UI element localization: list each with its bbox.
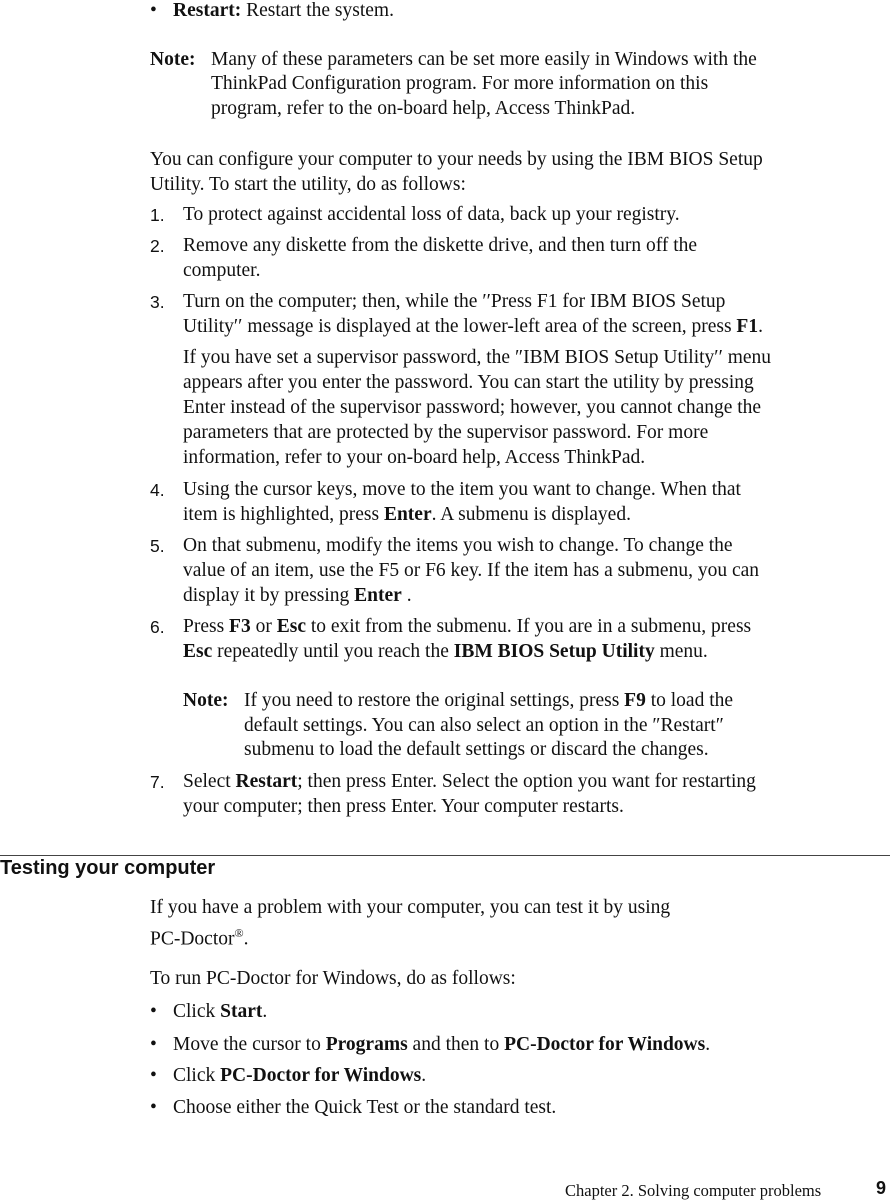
step-text: item is highlighted, press Enter. A submenu is displayed.: [183, 504, 631, 525]
step-number: 5.: [150, 536, 165, 556]
bullet-marker: •: [150, 1065, 157, 1086]
list-item: Choose either the Quick Test or the standard test.: [173, 1097, 557, 1118]
bullet-marker: •: [150, 1034, 157, 1055]
footer-chapter: Chapter 2. Solving computer problems: [565, 1181, 822, 1200]
registered-mark: ®: [234, 926, 244, 940]
step-text: Select Restart; then press Enter. Select the option you want for restarting: [183, 771, 756, 792]
note-label: Note:: [150, 49, 196, 70]
step-para-line: appears after you enter the password. You can start the utility by pressing: [183, 372, 754, 393]
restart-bullet: [173, 0, 394, 23]
note-line: ThinkPad Configuration program. For more information on this: [211, 73, 709, 94]
note-line: default settings. You can also select an option in the ″Restart″: [244, 715, 724, 736]
page-number: 9: [876, 1178, 887, 1198]
step-number: 3.: [150, 292, 165, 312]
step-text: your computer; then press Enter. Your computer restarts.: [183, 796, 624, 817]
step-text: Press F3 or Esc to exit from the submenu. If you are in a submenu, press: [183, 616, 752, 637]
step-para-line: If you have set a supervisor password, the ″IBM BIOS Setup Utility′′ menu: [183, 347, 772, 368]
step-number: 4.: [150, 480, 165, 500]
intro-line: You can configure your computer to your needs by using the IBM BIOS Setup: [150, 149, 763, 170]
section-heading: Testing your computer: [0, 857, 216, 879]
step-text: computer.: [183, 260, 261, 281]
step-number: 7.: [150, 772, 165, 792]
step-text: To protect against accidental loss of data, back up your registry.: [183, 204, 680, 225]
section-para-line: PC-Doctor®.: [150, 926, 249, 950]
bullet-marker: •: [150, 1097, 157, 1118]
intro-line: Utility. To start the utility, do as follows:: [150, 174, 466, 195]
step-text: Remove any diskette from the diskette drive, and then turn off the: [183, 235, 698, 256]
step-text: On that submenu, modify the items you wish to change. To change the: [183, 535, 733, 556]
step-para-line: information, refer to your on-board help, Access ThinkPad.: [183, 447, 646, 468]
note-line: Many of these parameters can be set more easily in Windows with the: [211, 49, 757, 70]
step-text: display it by pressing Enter .: [183, 585, 412, 606]
step-text: Utility′′ message is displayed at the lower-left area of the screen, press F1.: [183, 316, 763, 337]
step-text: Turn on the computer; then, while the ′′Press F1 for IBM BIOS Setup: [183, 291, 726, 312]
section-para-line: To run PC-Doctor for Windows, do as follows:: [150, 968, 516, 989]
step-number: 2.: [150, 236, 165, 256]
note-line: submenu to load the default settings or discard the changes.: [244, 739, 709, 760]
step-number: 6.: [150, 617, 165, 637]
step-text: Using the cursor keys, move to the item you want to change. When that: [183, 479, 741, 500]
list-item: Click Start.: [173, 1001, 268, 1022]
step-text: Esc repeatedly until you reach the IBM BIOS Setup Utility menu.: [183, 641, 708, 662]
step-para-line: parameters that are protected by the supervisor password. For more: [183, 422, 709, 443]
note-label: Note:: [183, 690, 229, 711]
note-line: If you need to restore the original settings, press F9 to load the: [244, 690, 734, 711]
step-text: value of an item, use the F5 or F6 key. If the item has a submenu, you can: [183, 560, 760, 581]
section-divider: [0, 855, 890, 856]
list-item: Click PC-Doctor for Windows.: [173, 1065, 427, 1086]
bullet-marker: •: [150, 1001, 157, 1022]
step-para-line: Enter instead of the supervisor password; however, you cannot change the: [183, 397, 762, 418]
bullet-marker: •: [150, 0, 157, 21]
section-para-line: If you have a problem with your computer, you can test it by using: [150, 897, 671, 918]
restart-text: Restart the system.: [241, 0, 394, 21]
note-line: program, refer to the on-board help, Access ThinkPad.: [211, 98, 636, 119]
step-number: 1.: [150, 205, 165, 225]
list-item: Move the cursor to Programs and then to PC-Doctor for Windows.: [173, 1034, 711, 1055]
restart-label: Restart:: [173, 0, 242, 21]
